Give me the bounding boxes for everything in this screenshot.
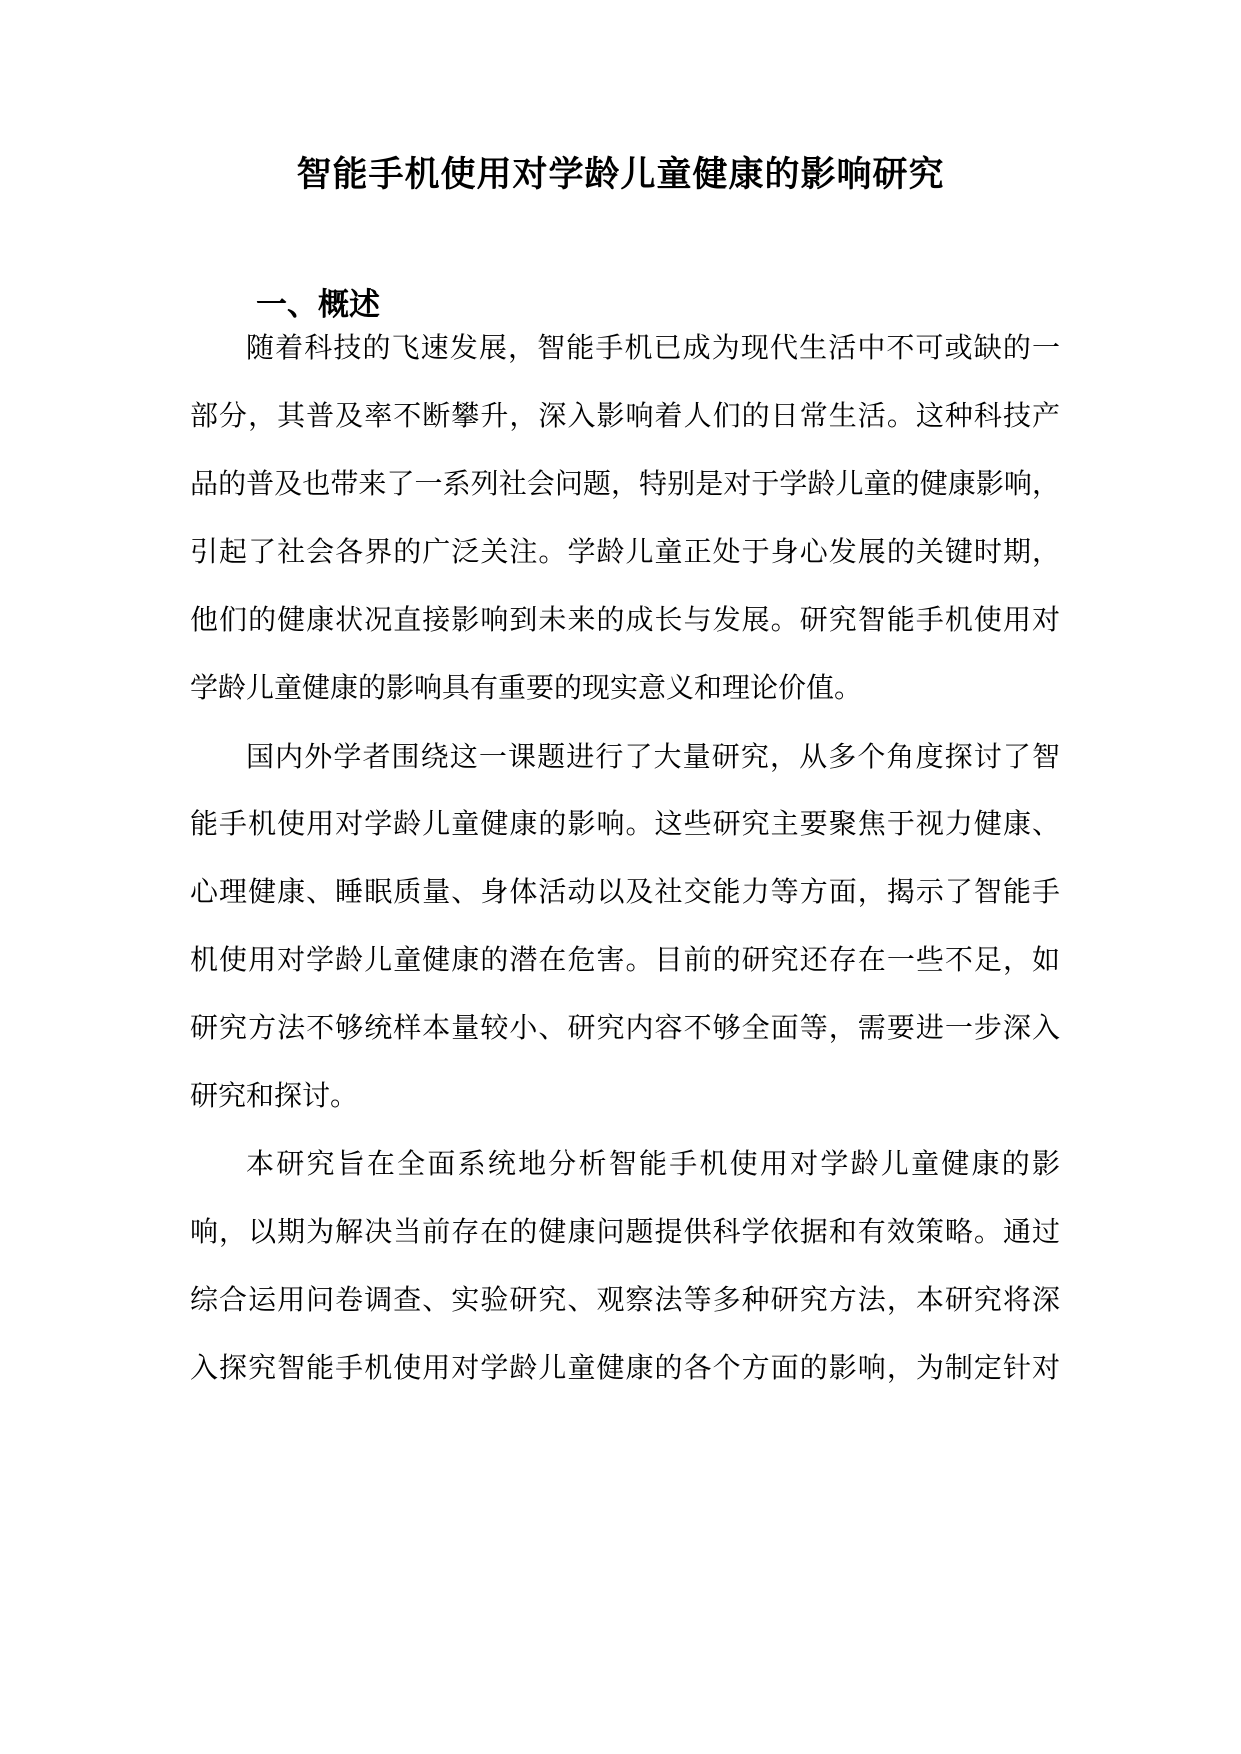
paragraph-line: 能手机使用对学龄儿童健康的影响。这些研究主要聚焦于视力健康、 <box>190 807 1060 840</box>
paragraph-line: 机使用对学龄儿童健康的潜在危害。目前的研究还存在一些不足，如 <box>190 943 1060 976</box>
paragraph-line: 研究和探讨。 <box>190 1079 359 1112</box>
paragraph-line: 响，以期为解决当前存在的健康问题提供科学依据和有效策略。通过 <box>190 1215 1060 1248</box>
document-title: 智能手机使用对学龄儿童健康的影响研究 <box>296 155 945 195</box>
paragraph-line: 入探究智能手机使用对学龄儿童健康的各个方面的影响，为制定针对 <box>190 1351 1060 1384</box>
paragraph-line: 心理健康、睡眠质量、身体活动以及社交能力等方面，揭示了智能手 <box>190 875 1060 908</box>
section-heading: 一、概述 <box>256 287 380 323</box>
paragraph-line: 国内外学者围绕这一课题进行了大量研究，从多个角度探讨了智 <box>246 740 1060 773</box>
paragraph-line: 他们的健康状况直接影响到未来的成长与发展。研究智能手机使用对 <box>190 603 1060 636</box>
paragraph-line: 研究方法不够统样本量较小、研究内容不够全面等，需要进一步深入 <box>190 1011 1060 1044</box>
paragraph-line: 引起了社会各界的广泛关注。学龄儿童正处于身心发展的关键时期， <box>190 535 1060 568</box>
paragraph-line: 学龄儿童健康的影响具有重要的现实意义和理论价值。 <box>190 671 863 704</box>
paragraph-line: 本研究旨在全面系统地分析智能手机使用对学龄儿童健康的影 <box>246 1147 1060 1180</box>
paragraph-line: 品的普及也带来了一系列社会问题，特别是对于学龄儿童的健康影响， <box>190 467 1060 500</box>
paragraph-line: 综合运用问卷调查、实验研究、观察法等多种研究方法，本研究将深 <box>190 1283 1060 1316</box>
paragraph-line: 部分，其普及率不断攀升，深入影响着人们的日常生活。这种科技产 <box>190 399 1060 432</box>
paragraph-line: 随着科技的飞速发展，智能手机已成为现代生活中不可或缺的一 <box>246 331 1060 364</box>
